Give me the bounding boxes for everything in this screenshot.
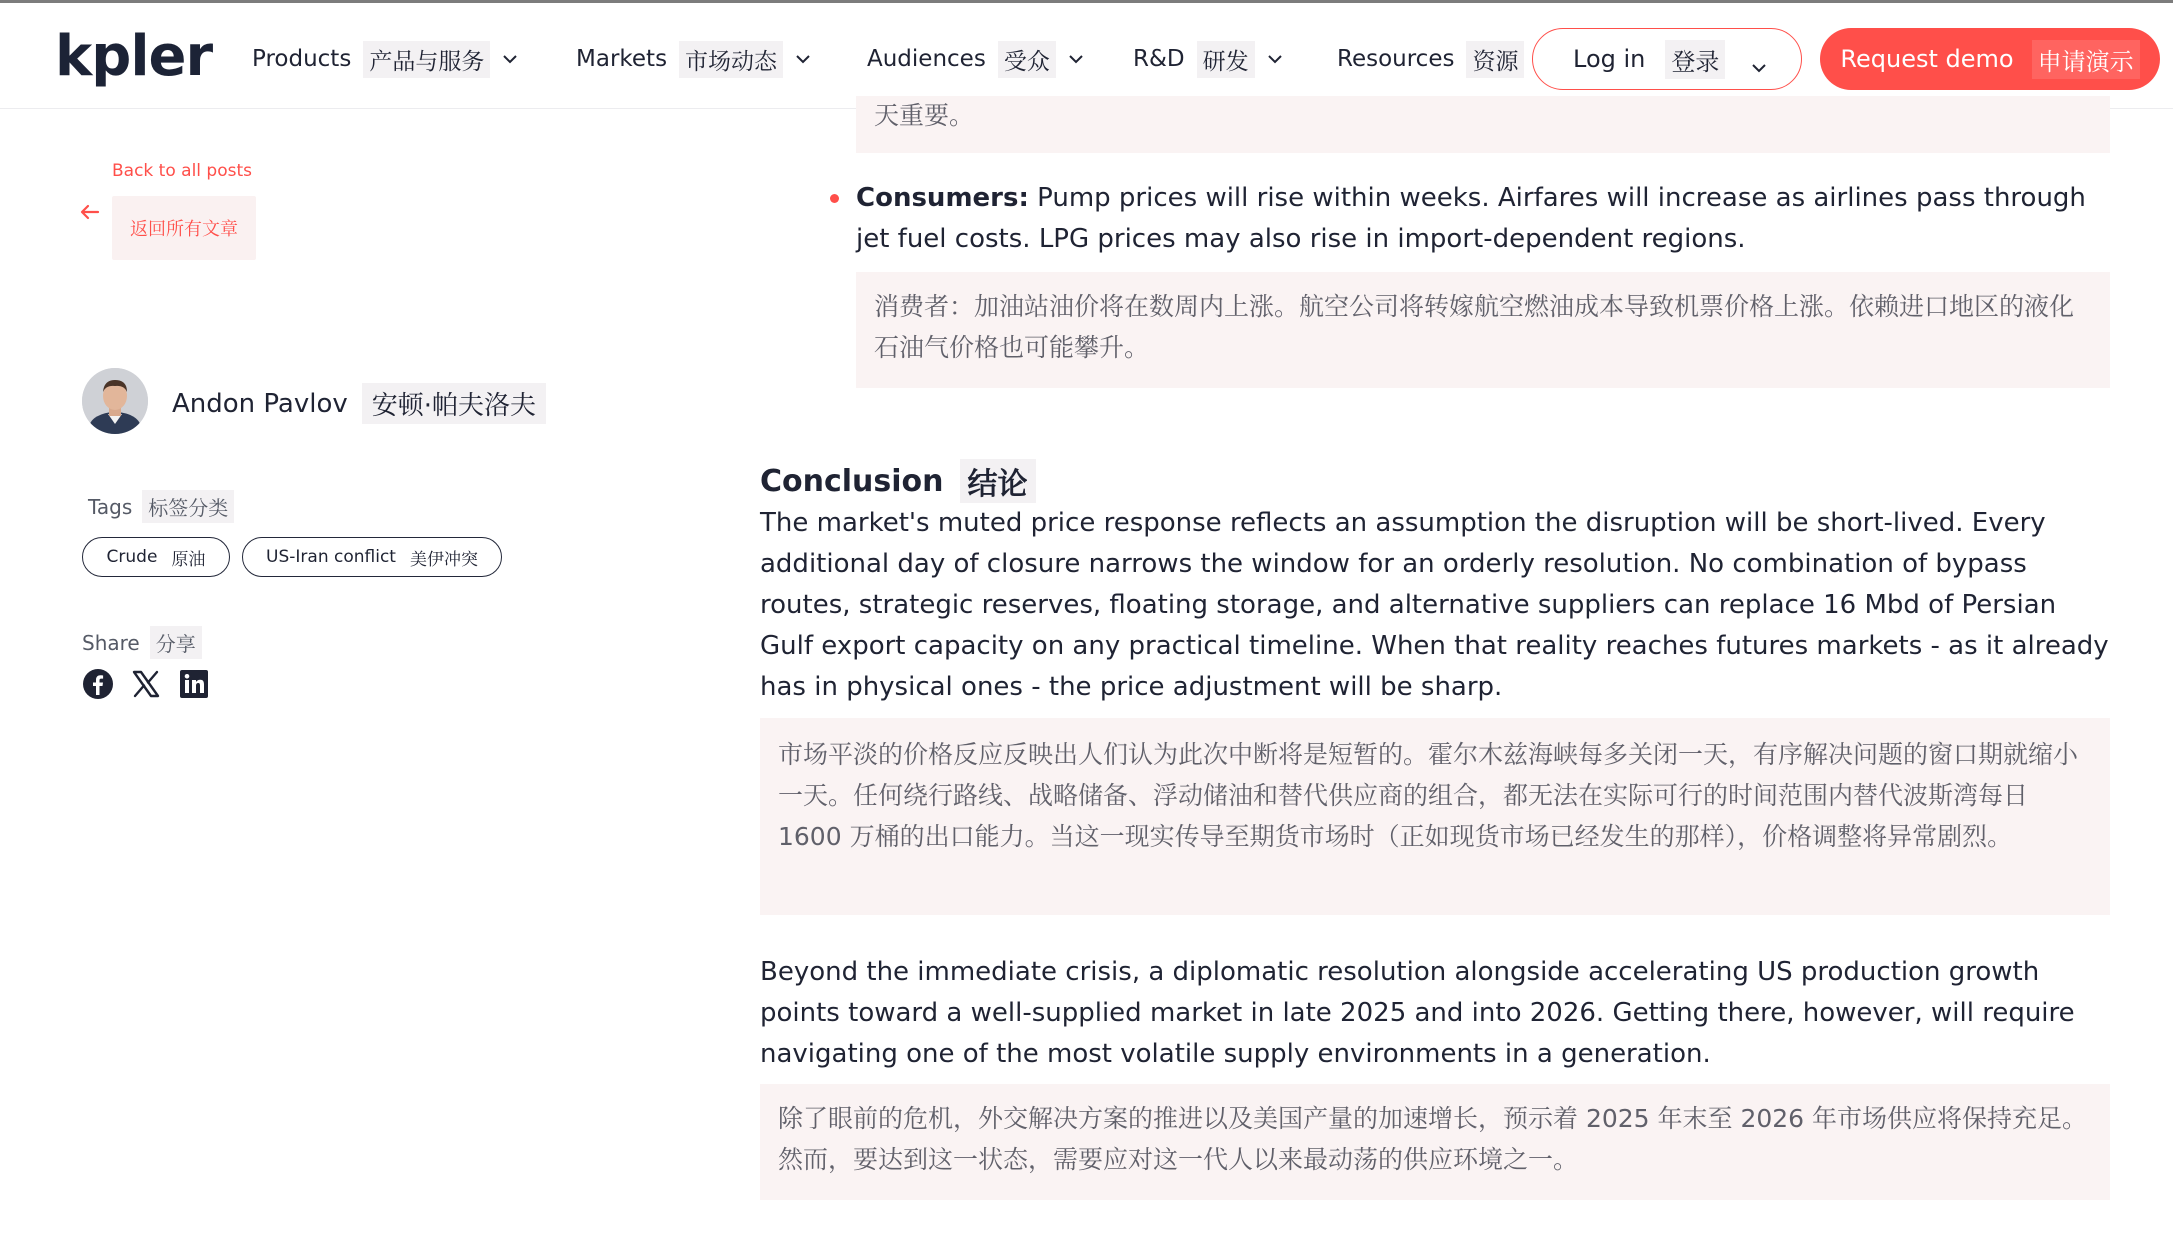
request-demo-button[interactable] bbox=[1820, 28, 2160, 90]
conclusion-heading-zh: 结论 bbox=[960, 459, 1036, 503]
nav-label: Resources bbox=[1337, 46, 1455, 72]
share-label bbox=[82, 626, 202, 659]
nav-products[interactable] bbox=[252, 39, 518, 79]
nav-label: Markets bbox=[576, 46, 668, 72]
back-to-posts-zh[interactable]: 返回所有文章 bbox=[112, 196, 256, 260]
arrow-left-icon[interactable] bbox=[80, 204, 100, 224]
chevron-down-icon bbox=[1751, 51, 1767, 79]
nav-markets[interactable] bbox=[576, 39, 811, 79]
outlook-paragraph: Beyond the immediate crisis, a diplomatic resolution alongside accelerating US production growth points toward a well-supplied market in late 2025 and into 2026. Getting there, however, will require navigating one of the most volatile supply environments in a generation. bbox=[760, 957, 2075, 1069]
demo-label-zh: 申请演示 bbox=[2032, 40, 2140, 79]
tags-label bbox=[88, 490, 234, 523]
author-name[interactable] bbox=[172, 383, 546, 424]
previous-translation-text: 天重要。 bbox=[874, 101, 975, 130]
conclusion-paragraph: The market's muted price response reflects an assumption the disruption will be short-lived. Every additional day of closure narrows the window for an orderly resolution. No combination of bypass routes, strategic reserves, floating storage, and alternative suppliers can replace 16 Mbd of Persian Gulf export capacity on any practical timeline. When that reality reaches futures markets - as it already has in physical ones - the price adjustment will be sharp. bbox=[760, 508, 2109, 702]
nav-label-zh: 资源 bbox=[1466, 41, 1524, 78]
x-icon[interactable] bbox=[130, 668, 162, 700]
author-name-en: Andon Pavlov bbox=[172, 388, 348, 419]
demo-label: Request demo bbox=[1840, 45, 2014, 73]
site-header bbox=[0, 3, 2173, 109]
tag-label: US-Iran conflict bbox=[266, 547, 396, 567]
nav-rnd[interactable] bbox=[1133, 39, 1283, 79]
tag-us-iran-conflict[interactable] bbox=[242, 537, 502, 577]
share-label-zh: 分享 bbox=[150, 626, 202, 659]
chevron-down-icon bbox=[502, 54, 518, 64]
chevron-down-icon bbox=[795, 54, 811, 64]
nav-label-zh: 产品与服务 bbox=[363, 41, 490, 78]
nav-label-zh: 研发 bbox=[1197, 41, 1255, 78]
tags-label-en: Tags bbox=[88, 494, 133, 519]
login-button[interactable] bbox=[1532, 28, 1802, 90]
conclusion-heading bbox=[760, 459, 1036, 503]
conclusion-heading-en: Conclusion bbox=[760, 463, 944, 499]
kpler-logo[interactable]: kpler bbox=[55, 24, 213, 89]
linkedin-icon[interactable] bbox=[178, 668, 210, 700]
conclusion-paragraph-translation: 市场平淡的价格反应反映出人们认为此次中断将是短暂的。霍尔木兹海峡每多关闭一天，有序解决问题的窗口期就缩小一天。任何绕行路线、战略储备、浮动储油和替代供应商的组合，都无法在实际可行的时间范围内替代波斯湾每日 1600 万桶的出口能力。当这一现实传导至期货市场时（正如现货市场已经发生的那样），价格调整将异常剧烈。 bbox=[760, 718, 2110, 915]
bullet-marker bbox=[830, 194, 839, 203]
bullet-consumers-translation: 消费者：加油站油价将在数周内上涨。航空公司将转嫁航空燃油成本导致机票价格上涨。依赖进口地区的液化石油气价格也可能攀升。 bbox=[856, 272, 2110, 388]
nav-audiences[interactable] bbox=[867, 39, 1084, 79]
bullet-body: Pump prices will rise within weeks. Airfares will increase as airlines pass through jet fuel costs. LPG prices may also rise in import-dependent regions. bbox=[856, 183, 2086, 254]
chevron-down-icon bbox=[1068, 54, 1084, 64]
tags-label-zh: 标签分类 bbox=[142, 490, 234, 523]
tag-label-zh: 原油 bbox=[171, 549, 206, 570]
bullet-consumers bbox=[856, 178, 2116, 260]
previous-translation-box bbox=[856, 96, 2110, 153]
nav-resources[interactable] bbox=[1337, 39, 1524, 79]
tag-label-zh: 美伊冲突 bbox=[409, 549, 478, 570]
tag-label: Crude bbox=[106, 547, 158, 567]
share-label-en: Share bbox=[82, 630, 140, 655]
author-name-zh: 安顿·帕夫洛夫 bbox=[362, 383, 546, 424]
back-to-posts-link[interactable]: Back to all posts bbox=[112, 161, 252, 181]
tag-crude[interactable] bbox=[82, 537, 230, 577]
nav-label-zh: 市场动态 bbox=[679, 41, 783, 78]
author-avatar[interactable] bbox=[82, 368, 148, 434]
nav-label: Audiences bbox=[867, 46, 986, 72]
nav-label: Products bbox=[252, 46, 352, 72]
outlook-paragraph-translation: 除了眼前的危机，外交解决方案的推进以及美国产量的加速增长，预示着 2025 年末至 2026 年市场供应将保持充足。然而，要达到这一状态，需要应对这一代人以来最动荡的供应环境之一。 bbox=[760, 1084, 2110, 1200]
nav-label-zh: 受众 bbox=[998, 41, 1056, 78]
login-label-zh: 登录 bbox=[1665, 40, 1725, 79]
nav-label: R&D bbox=[1133, 46, 1185, 72]
login-label: Log in bbox=[1573, 45, 1646, 73]
bullet-label: Consumers: bbox=[856, 183, 1029, 213]
facebook-icon[interactable] bbox=[82, 668, 114, 700]
chevron-down-icon bbox=[1267, 54, 1283, 64]
